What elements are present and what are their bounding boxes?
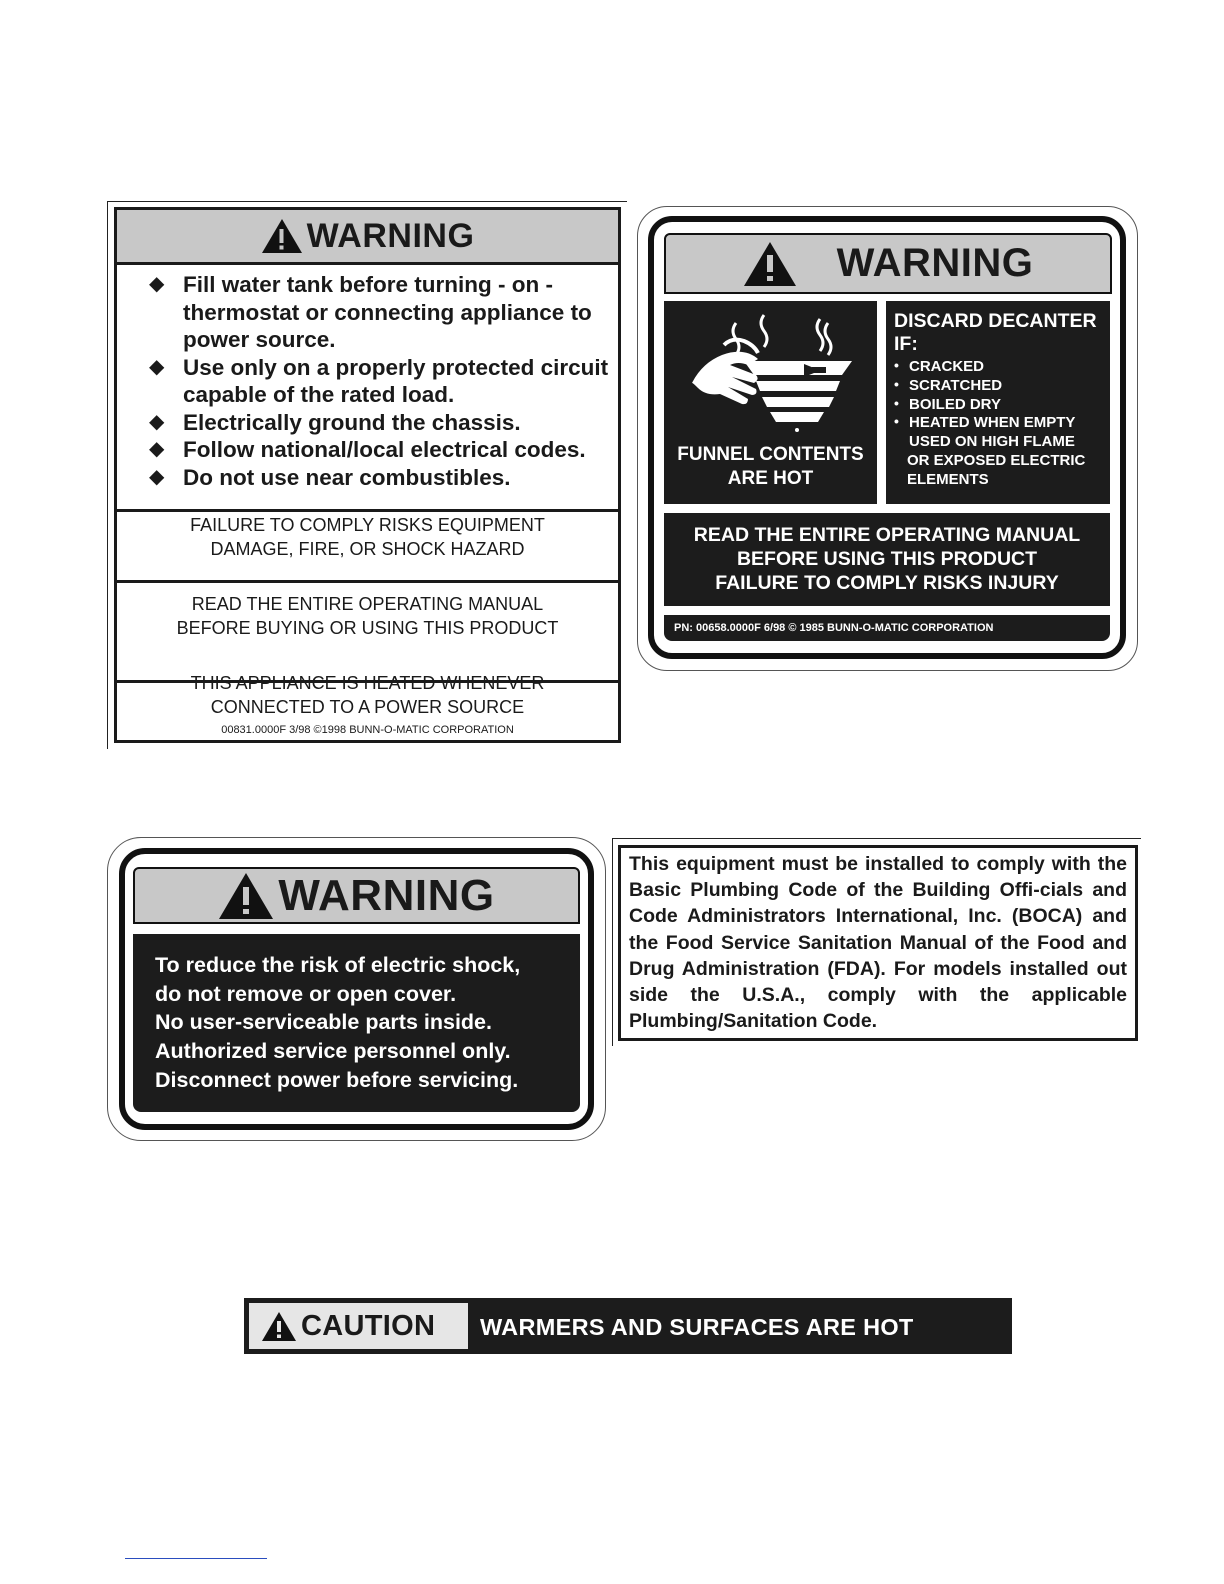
list-item-continued: USED ON HIGH FLAME [909,433,1075,451]
bullet-dot-icon: • [894,413,899,430]
list-item: • BOILED DRY [894,394,1001,413]
list-item-continued: ELEMENTS [907,470,989,488]
warning-triangle-icon [743,241,797,287]
label3-line: Authorized service personnel only. [155,1039,511,1064]
label2-manual-panel: READ THE ENTIRE OPERATING MANUAL BEFORE USING THIS PRODUCT FAILURE TO COMPLY RISKS INJURY [664,513,1110,606]
diamond-bullet-icon: ◆ [149,273,165,295]
label2-header [664,233,1112,294]
label3-body [133,934,580,1112]
diamond-bullet-icon: ◆ [149,410,165,433]
label1-manual-box: READ THE ENTIRE OPERATING MANUAL BEFORE BUYING OR USING THIS PRODUCT [117,573,618,683]
funnel-hot-caption: FUNNEL CONTENTS ARE HOT [677,444,864,489]
discard-decanter-panel [886,301,1110,504]
list-item: ◆ Electrically ground the chassis. [149,409,521,435]
hot-funnel-hand-icon [664,301,877,441]
diamond-bullet-icon: ◆ [149,438,165,460]
label3-line: To reduce the risk of electric shock, [155,953,521,977]
plumbing-code-label [618,845,1138,1041]
funnel-hot-panel [664,301,877,504]
list-item: • CRACKED [894,357,984,375]
discard-conditions-list [886,356,1110,490]
label3-header-text: WARNING [278,870,495,920]
list-item: • HEATED WHEN EMPTY [894,413,1076,432]
list-item: ◆ Fill water tank before turning - on - thermostat or connecting appliance to power source. [149,272,592,352]
bullet-dot-icon: • [894,375,899,392]
footer-rule [125,1558,267,1559]
warning-triangle-icon [261,218,303,254]
warning-label-electrical [114,207,621,743]
caution-message: WARMERS AND SURFACES ARE HOT [480,1314,914,1340]
label1-heated-box: THIS APPLIANCE IS HEATED WHENEVER CONNECTED TO A POWER SOURCE 00831.0000F 3/98 ©1998 BUNN-O-MATIC CORPORATION [117,661,618,750]
bullet-dot-icon: • [894,357,899,373]
label1-bullet-list [117,265,618,512]
list-item: ◆ Follow national/local electrical codes. [149,437,586,462]
list-item: ◆ Use only on a properly protected circuit capable of the rated load. [149,354,609,407]
plumbing-code-text: This equipment must be installed to comply with the Basic Plumbing Code of the Building Offi-cials and Code Administrators International, Inc. (BOCA) and the Food Service Sanitation Manual of the Food and Drug Administration (FDA). For models installed out side the U.S.A., comply with the applicable Plumbing/Sanitation Code. [629,853,1127,1033]
diamond-bullet-icon: ◆ [149,355,165,378]
discard-decanter-title: DISCARD DECANTER IF: [894,310,1097,355]
list-item: • SCRATCHED [894,375,1003,394]
label3-header [133,867,580,924]
label1-part-number: 00831.0000F 3/98 ©1998 BUNN-O-MATIC CORPORATION [221,724,514,736]
label1-header-text: WARNING [306,216,475,255]
label3-line: Disconnect power before servicing. [155,1067,519,1092]
label2-header-text: WARNING [836,241,1034,285]
label3-line: do not remove or open cover. [155,981,457,1006]
label1-failure-box: FAILURE TO COMPLY RISKS EQUIPMENT DAMAGE, FIRE, OR SHOCK HAZARD [117,506,618,583]
bullet-dot-icon: • [894,394,899,411]
label3-line: No user-serviceable parts inside. [155,1010,492,1035]
warning-triangle-icon [261,1311,297,1342]
label1-header [117,210,618,265]
caution-word: CAUTION [301,1309,436,1342]
warning-triangle-icon [218,872,274,920]
diamond-bullet-icon: ◆ [149,465,165,488]
caution-badge [249,1303,468,1349]
list-item-continued: OR EXPOSED ELECTRIC [907,451,1086,469]
list-item: ◆ Do not use near combustibles. [149,464,511,490]
caution-label [244,1298,1012,1354]
label2-part-number: PN: 00658.0000F 6/98 © 1985 BUNN-O-MATIC CORPORATION [664,615,1110,641]
